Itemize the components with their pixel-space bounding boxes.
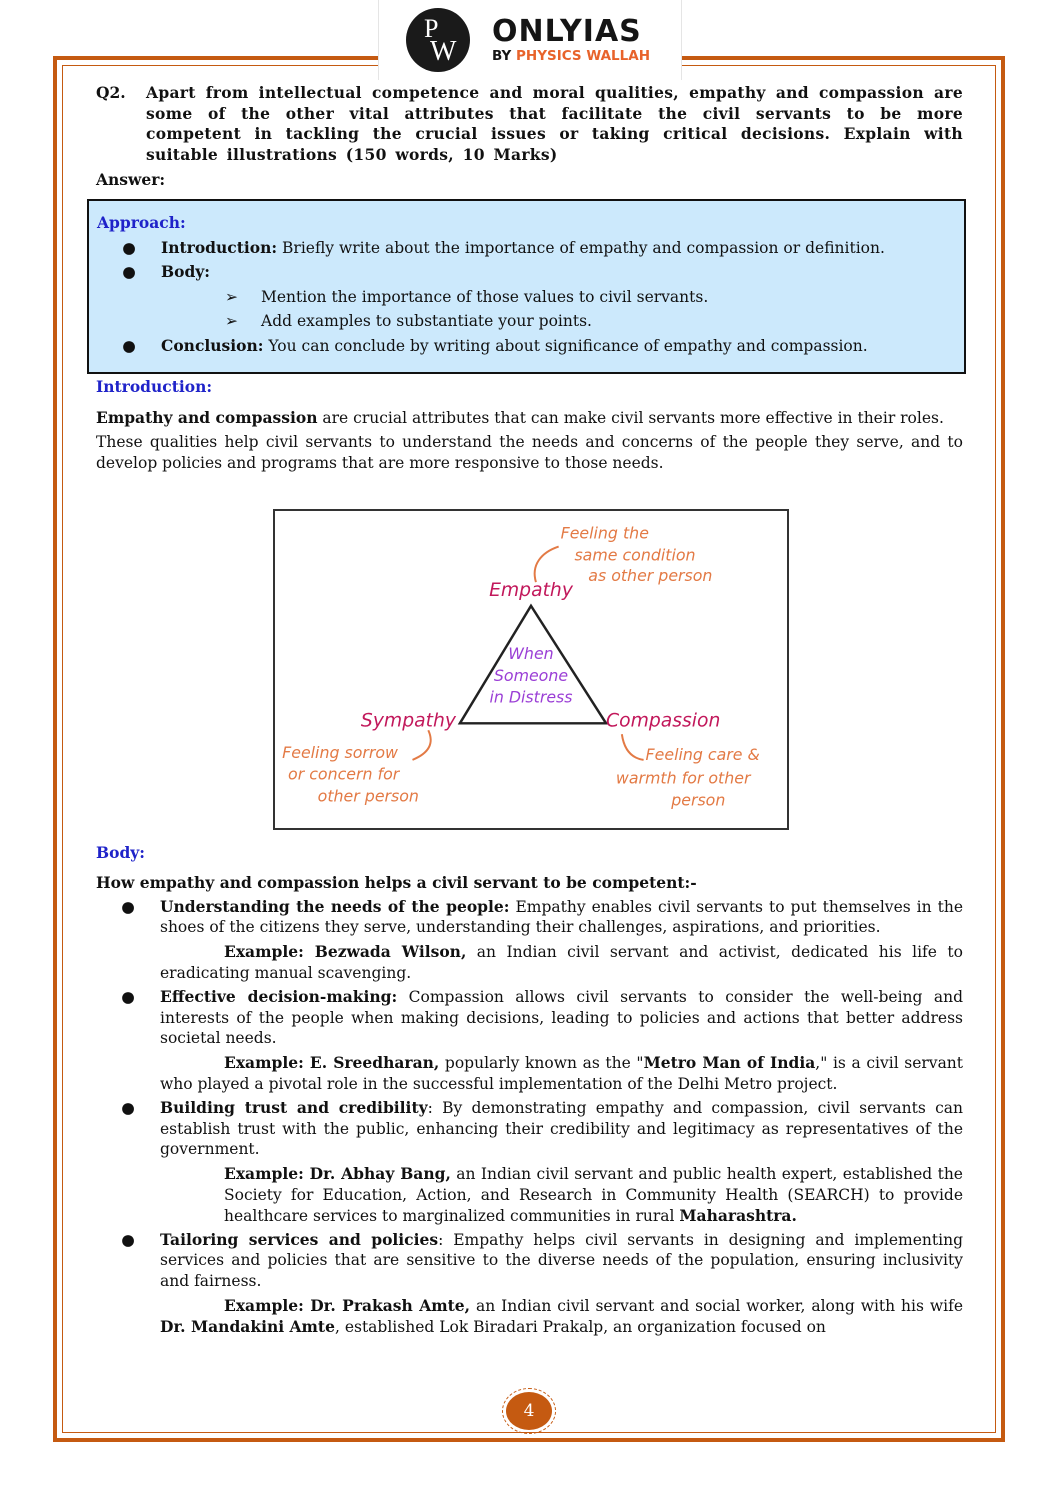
approach-subitem-text: Add examples to substantiate your points. — [261, 312, 592, 330]
center-text-line: Someone — [493, 665, 569, 685]
center-text-line: When — [508, 644, 554, 664]
introduction-paragraph: These qualities help civil servants to understand the needs and concerns of the people they serve, and to develop policies and programs that are more responsive to those needs. — [96, 433, 963, 472]
approach-item-title: Conclusion: — [161, 335, 264, 355]
body-point — [96, 1230, 963, 1292]
intro-text: are crucial attributes that can make civil servants more effective in their roles. — [317, 409, 944, 427]
brand-name: ONLYIAS — [492, 13, 642, 49]
connector-sympathy — [412, 730, 430, 760]
approach-item-text: You can conclude by writing about significance of empathy and compassion. — [263, 336, 868, 355]
introduction-paragraph — [96, 407, 963, 429]
point-text: Empathy enables civil servants to put themselves in the shoes of the citizens they serve, understanding their challenges, aspirations, and priorities. — [160, 897, 963, 937]
brand-sub-name: PHYSICS WALLAH — [516, 47, 651, 64]
note-compassion-line: Feeling care & — [645, 744, 760, 764]
empathy-diagram — [273, 509, 789, 830]
example — [96, 1053, 963, 1095]
connector-compassion — [622, 734, 644, 760]
body-point — [96, 897, 963, 939]
question-section — [96, 83, 963, 191]
introduction-heading: Introduction: — [96, 377, 213, 396]
body-heading: Body: — [96, 843, 146, 862]
example-text: ," is a civil servant who played a pivotal role in the successful implementation of the Delhi Metro project. — [160, 1054, 964, 1093]
example-text: an Indian civil servant and public health expert, established the Society for Education, Action, and Research in Community Health (SEARCH) to provide healthcare services to marginalized communities in rural — [224, 1165, 963, 1225]
approach-item — [97, 334, 956, 359]
example-label: Example: Bezwada Wilson, — [224, 942, 467, 962]
bullet-icon: ● — [122, 238, 136, 257]
point-title: Tailoring services and policies — [160, 1229, 439, 1249]
note-empathy-line: same condition — [574, 545, 696, 565]
question-text: Apart from intellectual competence and moral qualities, empathy and compassion are some of the other vital attributes that facilitate the civil servants to be more competent in tackling the crucial issues or taking critical decisions. Explain with suitable illustrations (150 words, 10 Marks) — [146, 83, 963, 164]
label-compassion: Compassion — [606, 710, 721, 732]
example-label: Example: Dr. Abhay Bang, — [224, 1164, 451, 1184]
connector-empathy — [535, 547, 559, 583]
logo-initial-p: P — [424, 14, 439, 43]
label-empathy: Empathy — [489, 579, 573, 601]
logo-initial-w: W — [430, 36, 457, 67]
point-title: Building trust and credibility — [160, 1097, 428, 1117]
brand-subtitle — [492, 47, 651, 64]
intro-bold: Empathy and compassion — [96, 408, 318, 427]
center-text-line: in Distress — [489, 687, 573, 707]
bullet-icon: ● — [121, 987, 135, 1006]
example-text: an Indian civil servant and activist, dedicated his life to eradicating manual scavenging. — [160, 943, 963, 982]
body-subheading: How empathy and compassion helps a civil servant to be competent:- — [96, 872, 697, 892]
page-number: 4 — [506, 1392, 552, 1430]
approach-subitem — [97, 309, 956, 334]
point-title: Understanding the needs of the people: — [160, 896, 510, 916]
question — [96, 83, 963, 165]
point-title: Effective decision-making: — [160, 986, 398, 1006]
point-text: : By demonstrating empathy and compassion, civil servants can establish trust with the public, enhancing their credibility and legitimacy as representatives of the government. — [160, 1098, 963, 1159]
note-sympathy-line: or concern for — [288, 764, 400, 784]
bullet-icon: ● — [121, 1230, 135, 1249]
bullet-icon: ● — [121, 897, 135, 916]
example-bold: Dr. Mandakini Amte — [160, 1316, 335, 1336]
approach-item — [97, 236, 956, 261]
example — [96, 942, 963, 984]
bullet-icon: ● — [122, 336, 136, 355]
body-point — [96, 987, 963, 1049]
point-text: Compassion allows civil servants to consider the well-being and interests of the people when making decisions, leading to policies and actions that better address societal needs. — [160, 987, 963, 1048]
body-section — [96, 843, 963, 1341]
note-sympathy-line: Feeling sorrow — [282, 742, 398, 762]
example — [96, 1164, 963, 1226]
note-empathy-line: as other person — [588, 566, 713, 586]
approach-item — [97, 260, 956, 285]
example-bold: Maharashtra. — [679, 1205, 797, 1225]
approach-subitem-text: Mention the importance of those values to civil servants. — [261, 287, 709, 306]
approach-item-title: Body: — [161, 262, 211, 281]
approach-item-title: Introduction: — [161, 237, 278, 257]
example-text: an Indian civil servant and social worker, along with his wife — [470, 1296, 963, 1315]
header-logo — [378, 0, 682, 80]
arrow-bullet-icon: ➢ — [225, 312, 238, 330]
brand-sub-prefix: BY — [492, 47, 512, 64]
note-compassion-line: person — [671, 790, 726, 810]
approach-item-text: Briefly write about the importance of empathy and compassion or definition. — [277, 238, 885, 257]
brand-text — [492, 13, 651, 64]
introduction-section — [96, 376, 963, 474]
note-sympathy-line: other person — [317, 786, 419, 806]
example-bold: Metro Man of India — [643, 1053, 816, 1073]
answer-label: Answer: — [96, 170, 166, 189]
label-sympathy: Sympathy — [360, 710, 456, 732]
diagram-svg — [275, 511, 787, 828]
example-label: Example: E. Sreedharan, — [224, 1053, 440, 1073]
example-label: Example: Dr. Prakash Amte, — [224, 1295, 471, 1315]
question-number: Q2. — [96, 83, 126, 102]
point-text: : Empathy helps civil servants in designing and implementing services and policies that are sensitive to the diverse needs of the population, ensuring inclusivity and fairness. — [160, 1230, 963, 1291]
body-point — [96, 1098, 963, 1160]
arrow-bullet-icon: ➢ — [225, 287, 238, 306]
approach-subitem — [97, 285, 956, 310]
bullet-icon: ● — [121, 1098, 135, 1117]
example — [96, 1296, 963, 1338]
note-empathy-line: Feeling the — [560, 523, 649, 543]
bullet-icon: ● — [122, 263, 136, 281]
example-text: , established Lok Biradari Prakalp, an organization focused on — [334, 1317, 826, 1336]
approach-box — [87, 199, 966, 374]
note-compassion-line: warmth for other — [615, 768, 751, 788]
pw-logo-icon — [406, 8, 470, 72]
approach-heading: Approach: — [97, 213, 186, 232]
example-text: popularly known as the " — [439, 1054, 644, 1073]
